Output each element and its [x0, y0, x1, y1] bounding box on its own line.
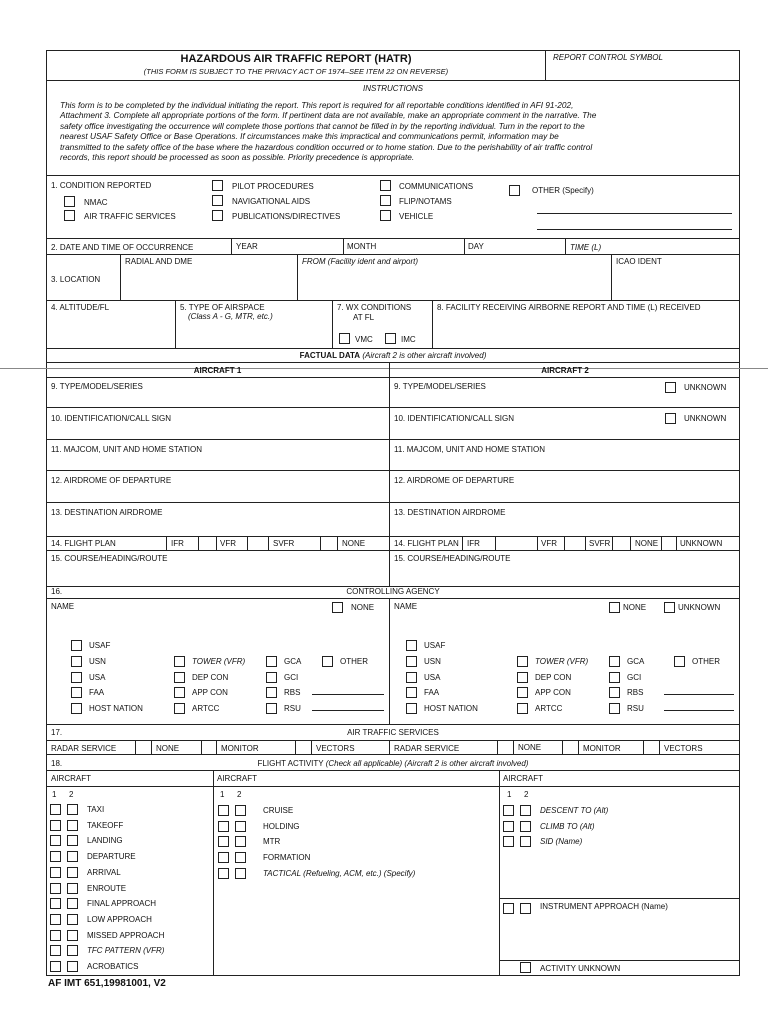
vehicle-label: VEHICLE — [399, 212, 434, 221]
missed-approach-ac2-checkbox[interactable] — [67, 930, 78, 941]
ac2-agency-none-checkbox[interactable] — [609, 602, 620, 613]
ac1-majcom-label: 11. MAJCOM, UNIT AND HOME STATION — [51, 445, 202, 454]
location-label: 3. LOCATION — [51, 275, 101, 284]
holding-ac2-checkbox[interactable] — [235, 821, 246, 832]
final-approach-ac2-checkbox[interactable] — [67, 898, 78, 909]
ac1-host-nation-label: HOST NATION — [89, 704, 143, 713]
cruise-ac1-checkbox[interactable] — [218, 805, 229, 816]
imc-checkbox[interactable] — [385, 333, 396, 344]
communications-label: COMMUNICATIONS — [399, 182, 474, 191]
vmc-label: VMC — [355, 335, 373, 344]
col2-ac1-num: 1 — [220, 790, 225, 799]
taxi-ac1-checkbox[interactable] — [50, 804, 61, 815]
form-title: HAZARDOUS AIR TRAFFIC REPORT (HATR) — [180, 53, 412, 65]
ac1-dep-con-label: DEP CON — [192, 673, 229, 682]
ac1-vfr-label: VFR — [220, 539, 236, 548]
ac2-ifr-label: IFR — [467, 539, 480, 548]
cruise-ac2-checkbox[interactable] — [235, 805, 246, 816]
ac2-ident-label: 10. IDENTIFICATION/CALL SIGN — [394, 414, 515, 423]
ac2-artcc-checkbox[interactable] — [517, 703, 528, 714]
landing-ac2-checkbox[interactable] — [67, 835, 78, 846]
departure-ac1-checkbox[interactable] — [50, 851, 61, 862]
ac1-ats-none-label: NONE — [156, 744, 180, 753]
ac2-monitor-label: MONITOR — [583, 744, 621, 753]
ac2-agency-unknown-label: UNKNOWN — [678, 603, 721, 612]
ac1-usaf-label: USAF — [89, 641, 111, 650]
col1-aircraft-header: AIRCRAFT — [51, 774, 91, 783]
ats-checkbox[interactable] — [64, 210, 75, 221]
ac2-artcc-label: ARTCC — [535, 704, 563, 713]
ac1-tower-checkbox[interactable] — [174, 656, 185, 667]
other-specify-label: OTHER (Specify) — [532, 186, 594, 195]
ac1-faa-checkbox[interactable] — [71, 687, 82, 698]
activity-unknown-checkbox[interactable] — [520, 962, 531, 973]
mtr-ac2-checkbox[interactable] — [235, 836, 246, 847]
ac2-agency-unknown-checkbox[interactable] — [664, 602, 675, 613]
mtr-label: MTR — [263, 837, 281, 847]
instructions-text: This form is to be completed by the individual initiating the report. This report is required for all reportable conditions identified in AFI 91-202, Attachment 3. Complete all appropriate portions of the form. If pertinent data are not available, make an appropriate comment in the narrative. The safety office investigating the occurrence will complete those portions that cannot be filled in by the reporting individual. Turn in the report to the nearest USAF Safety Office or Base Operations. If circumstances make this impractical and communications permit, information may be transmitted to the safety office of the base where the hazardous condition occurred or to home station. Due to the perishability of air traffic control records, this report should be processed as soon as possible. Priority precedence is appropriate. — [60, 100, 597, 163]
low-approach-ac2-checkbox[interactable] — [67, 914, 78, 925]
publications-label: PUBLICATIONS/DIRECTIVES — [232, 212, 341, 221]
ac2-app-con-label: APP CON — [535, 688, 571, 697]
ac1-tower-label: TOWER (VFR) — [192, 657, 246, 666]
sid-label: SID (Name) — [540, 837, 583, 847]
flip-notams-label: FLIP/NOTAMS — [399, 197, 452, 206]
sid-ac2-checkbox[interactable] — [520, 836, 531, 847]
ac2-gca-label: GCA — [627, 657, 645, 666]
col2-ac2-num: 2 — [237, 790, 242, 799]
ac2-faa-label: FAA — [424, 688, 440, 697]
landing-ac1-checkbox[interactable] — [50, 835, 61, 846]
condition-reported-label: 1. CONDITION REPORTED — [51, 181, 152, 190]
ac1-usa-checkbox[interactable] — [71, 672, 82, 683]
ac2-app-con-checkbox[interactable] — [517, 687, 528, 698]
descent-to-ac1-checkbox[interactable] — [503, 805, 514, 816]
ac2-gca-checkbox[interactable] — [609, 656, 620, 667]
communications-checkbox[interactable] — [380, 180, 391, 191]
tfc-pattern-ac1-checkbox[interactable] — [50, 945, 61, 956]
ac2-rbs-checkbox[interactable] — [609, 687, 620, 698]
month-label: MONTH — [347, 242, 377, 251]
ac1-agency-none-label: NONE — [351, 603, 375, 612]
ac2-ident-unknown-checkbox[interactable] — [665, 413, 676, 424]
taxi-ac2-checkbox[interactable] — [67, 804, 78, 815]
ac2-other-checkbox[interactable] — [674, 656, 685, 667]
facility-receiving-label: 8. FACILITY RECEIVING AIRBORNE REPORT AND TIME (L) RECEIVED — [437, 303, 701, 312]
holding-label: HOLDING — [263, 821, 300, 831]
other-line-2[interactable] — [537, 229, 732, 230]
ac2-vfr-label: VFR — [541, 539, 557, 548]
flip-notams-checkbox[interactable] — [380, 195, 391, 206]
acrobatics-ac2-checkbox[interactable] — [67, 961, 78, 972]
ac2-usa-label: USA — [424, 673, 441, 682]
ac1-artcc-label: ARTCC — [192, 704, 220, 713]
climb-to-ac1-checkbox[interactable] — [503, 821, 514, 832]
ac2-agency-name-label: NAME — [394, 602, 418, 611]
aircraft-2-header: AIRCRAFT 2 — [541, 366, 589, 375]
climb-to-label: CLIMB TO (Alt) — [540, 821, 595, 831]
pilot-procedures-checkbox[interactable] — [212, 180, 223, 191]
low-approach-ac1-checkbox[interactable] — [50, 914, 61, 925]
imc-label: IMC — [401, 335, 416, 344]
ac2-other-label: OTHER — [692, 657, 720, 666]
col2-aircraft-header: AIRCRAFT — [217, 774, 257, 783]
tactical-label: TACTICAL (Refueling, ACM, etc.) (Specify) — [263, 868, 416, 878]
ac2-rbs-label: RBS — [627, 688, 644, 697]
ac2-dep-con-checkbox[interactable] — [517, 672, 528, 683]
ats-title: AIR TRAFFIC SERVICES — [347, 728, 439, 737]
ac1-artcc-checkbox[interactable] — [174, 703, 185, 714]
ac2-radar-service-label: RADAR SERVICE — [394, 744, 460, 753]
ac1-agency-none-checkbox[interactable] — [332, 602, 343, 613]
ac2-host-nation-checkbox[interactable] — [406, 703, 417, 714]
col3-ac1-num: 1 — [507, 790, 512, 799]
ac1-none-label: NONE — [342, 539, 366, 548]
missed-approach-label: MISSED APPROACH — [87, 930, 165, 940]
col1-ac2-num: 2 — [69, 790, 74, 799]
controlling-agency-num: 16. — [51, 587, 63, 596]
publications-checkbox[interactable] — [212, 210, 223, 221]
climb-to-ac2-checkbox[interactable] — [520, 821, 531, 832]
ac2-usn-checkbox[interactable] — [406, 656, 417, 667]
ac1-gci-checkbox[interactable] — [266, 672, 277, 683]
mtr-ac1-checkbox[interactable] — [218, 836, 229, 847]
ac1-destination-label: 13. DESTINATION AIRDROME — [51, 508, 163, 517]
ac1-rbs-checkbox[interactable] — [266, 687, 277, 698]
ac1-other-label: OTHER — [340, 657, 368, 666]
ac1-usn-label: USN — [89, 657, 106, 666]
col1-ac1-num: 1 — [52, 790, 57, 799]
ac2-none-label: NONE — [635, 539, 659, 548]
final-approach-label: FINAL APPROACH — [87, 899, 157, 909]
controlling-agency-title: CONTROLLING AGENCY — [346, 587, 440, 596]
departure-ac2-checkbox[interactable] — [67, 851, 78, 862]
ac2-destination-label: 13. DESTINATION AIRDROME — [394, 508, 506, 517]
holding-ac1-checkbox[interactable] — [218, 821, 229, 832]
ac1-other-checkbox[interactable] — [322, 656, 333, 667]
ac2-type-unknown-checkbox[interactable] — [665, 382, 676, 393]
wx-conditions-label: 7. WX CONDITIONS — [337, 303, 412, 312]
ac2-faa-checkbox[interactable] — [406, 687, 417, 698]
activity-unknown-label: ACTIVITY UNKNOWN — [540, 964, 621, 973]
acrobatics-label: ACROBATICS — [87, 962, 139, 971]
ac1-app-con-checkbox[interactable] — [174, 687, 185, 698]
airspace-label: 5. TYPE OF AIRSPACE — [180, 303, 265, 312]
descent-to-ac2-checkbox[interactable] — [520, 805, 531, 816]
takeoff-ac1-checkbox[interactable] — [50, 820, 61, 831]
at-fl-label: AT FL — [353, 313, 375, 322]
ac1-app-con-label: APP CON — [192, 688, 228, 697]
missed-approach-ac1-checkbox[interactable] — [50, 930, 61, 941]
ac2-rsu-label: RSU — [627, 704, 644, 713]
enroute-ac2-checkbox[interactable] — [67, 883, 78, 894]
ats-label: AIR TRAFFIC SERVICES — [84, 212, 176, 221]
ac1-usn-checkbox[interactable] — [71, 656, 82, 667]
icao-ident-label: ICAO IDENT — [616, 257, 662, 266]
vmc-checkbox[interactable] — [339, 333, 350, 344]
ac1-gci-label: GCI — [284, 673, 299, 682]
ac2-unknown-label: UNKNOWN — [680, 539, 723, 548]
ac1-rbs-label: RBS — [284, 688, 301, 697]
tfc-pattern-ac2-checkbox[interactable] — [67, 945, 78, 956]
other-checkbox[interactable] — [509, 185, 520, 196]
acrobatics-ac1-checkbox[interactable] — [50, 961, 61, 972]
ac2-usaf-checkbox[interactable] — [406, 640, 417, 651]
vehicle-checkbox[interactable] — [380, 210, 391, 221]
formation-ac2-checkbox[interactable] — [235, 852, 246, 863]
ac2-ats-none-label: NONE — [518, 743, 542, 752]
ac2-type-unknown-label: UNKNOWN — [684, 383, 727, 392]
ac2-dep-con-label: DEP CON — [535, 673, 572, 682]
landing-label: LANDING — [87, 836, 123, 846]
ac2-usa-checkbox[interactable] — [406, 672, 417, 683]
formation-label: FORMATION — [263, 853, 311, 863]
from-facility-label: FROM (Facility ident and airport) — [302, 257, 419, 266]
instructions-title: INSTRUCTIONS — [363, 84, 423, 93]
takeoff-label: TAKEOFF — [87, 820, 124, 830]
ac2-rsu-checkbox[interactable] — [609, 703, 620, 714]
nmac-label: NMAC — [84, 198, 108, 207]
departure-label: DEPARTURE — [87, 852, 136, 862]
arrival-label: ARRIVAL — [87, 867, 121, 877]
date-time-label: 2. DATE AND TIME OF OCCURRENCE — [51, 243, 194, 252]
airspace-sub-label: (Class A - G, MTR, etc.) — [188, 312, 273, 321]
ac1-departure-label: 12. AIRDROME OF DEPARTURE — [51, 476, 172, 485]
tactical-ac2-checkbox[interactable] — [235, 868, 246, 879]
ac2-usaf-label: USAF — [424, 641, 446, 650]
ac1-gca-label: GCA — [284, 657, 302, 666]
ac2-flight-plan-label: 14. FLIGHT PLAN — [394, 539, 459, 548]
ac2-course-label: 15. COURSE/HEADING/ROUTE — [394, 554, 511, 563]
flight-activity-title: FLIGHT ACTIVITY (Check all applicable) (Aircraft 2 is other aircraft involved) — [257, 759, 529, 768]
low-approach-label: LOW APPROACH — [87, 914, 152, 924]
instrument-approach-ac1-checkbox[interactable] — [503, 903, 514, 914]
year-label: YEAR — [236, 242, 258, 251]
ac1-faa-label: FAA — [89, 688, 105, 697]
ac2-ident-unknown-label: UNKNOWN — [684, 414, 727, 423]
instrument-approach-label: INSTRUMENT APPROACH (Name) — [540, 902, 668, 911]
arrival-ac2-checkbox[interactable] — [67, 867, 78, 878]
time-label: TIME (L) — [570, 243, 602, 252]
ac2-svfr-label: SVFR — [589, 539, 611, 548]
day-label: DAY — [468, 242, 484, 251]
ac1-svfr-label: SVFR — [273, 539, 295, 548]
ats-num: 17. — [51, 728, 63, 737]
sid-ac1-checkbox[interactable] — [503, 836, 514, 847]
factual-data-header: FACTUAL DATA (Aircraft 2 is other aircraft involved) — [299, 351, 487, 360]
ac1-agency-name-label: NAME — [51, 602, 75, 611]
tactical-ac1-checkbox[interactable] — [218, 868, 229, 879]
form-id: AF IMT 651,19981001, V2 — [48, 978, 166, 989]
ac1-usa-label: USA — [89, 673, 106, 682]
ac1-rsu-checkbox[interactable] — [266, 703, 277, 714]
cruise-label: CRUISE — [263, 806, 294, 815]
ac1-ident-label: 10. IDENTIFICATION/CALL SIGN — [51, 414, 172, 423]
takeoff-ac2-checkbox[interactable] — [67, 820, 78, 831]
instrument-approach-ac2-checkbox[interactable] — [520, 903, 531, 914]
ac2-vectors-label: VECTORS — [664, 744, 703, 753]
ac1-dep-con-checkbox[interactable] — [174, 672, 185, 683]
ac1-radar-service-label: RADAR SERVICE — [51, 744, 117, 753]
formation-ac1-checkbox[interactable] — [218, 852, 229, 863]
ac2-gci-checkbox[interactable] — [609, 672, 620, 683]
ac2-gci-label: GCI — [627, 673, 642, 682]
enroute-label: ENROUTE — [87, 883, 127, 893]
radial-dme-label: RADIAL AND DME — [125, 257, 193, 266]
ac1-host-nation-checkbox[interactable] — [71, 703, 82, 714]
ac2-departure-label: 12. AIRDROME OF DEPARTURE — [394, 476, 515, 485]
ac2-host-nation-label: HOST NATION — [424, 704, 478, 713]
enroute-ac1-checkbox[interactable] — [50, 883, 61, 894]
arrival-ac1-checkbox[interactable] — [50, 867, 61, 878]
ac1-rsu-label: RSU — [284, 704, 301, 713]
ac1-flight-plan-label: 14. FLIGHT PLAN — [51, 539, 116, 548]
navaids-label: NAVIGATIONAL AIDS — [232, 197, 311, 206]
flight-activity-num: 18. — [51, 759, 63, 768]
ac1-gca-checkbox[interactable] — [266, 656, 277, 667]
ac1-course-label: 15. COURSE/HEADING/ROUTE — [51, 554, 168, 563]
report-control-symbol: REPORT CONTROL SYMBOL — [553, 53, 663, 62]
ac2-tower-label: TOWER (VFR) — [535, 657, 589, 666]
navaids-checkbox[interactable] — [212, 195, 223, 206]
pilot-procedures-label: PILOT PROCEDURES — [232, 182, 314, 191]
altitude-label: 4. ALTITUDE/FL — [51, 303, 110, 312]
ac2-majcom-label: 11. MAJCOM, UNIT AND HOME STATION — [394, 445, 545, 454]
tfc-pattern-label: TFC PATTERN (VFR) — [87, 946, 165, 956]
ac1-vectors-label: VECTORS — [316, 744, 355, 753]
taxi-label: TAXI — [87, 805, 105, 814]
nmac-checkbox[interactable] — [64, 196, 75, 207]
ac1-type-label: 9. TYPE/MODEL/SERIES — [51, 382, 143, 391]
ac1-ifr-label: IFR — [171, 539, 184, 548]
col3-ac2-num: 2 — [524, 790, 529, 799]
privacy-notice: (THIS FORM IS SUBJECT TO THE PRIVACY ACT OF 1974–SEE ITEM 22 ON REVERSE) — [143, 67, 449, 76]
aircraft-1-header: AIRCRAFT 1 — [193, 366, 242, 375]
ac1-monitor-label: MONITOR — [221, 744, 259, 753]
ac2-type-label: 9. TYPE/MODEL/SERIES — [394, 382, 486, 391]
ac2-usn-label: USN — [424, 657, 441, 666]
ac1-usaf-checkbox[interactable] — [71, 640, 82, 651]
final-approach-ac1-checkbox[interactable] — [50, 898, 61, 909]
ac2-agency-none-label: NONE — [623, 603, 647, 612]
ac2-tower-checkbox[interactable] — [517, 656, 528, 667]
descent-to-label: DESCENT TO (Alt) — [540, 806, 609, 815]
col3-aircraft-header: AIRCRAFT — [503, 774, 543, 783]
other-line-1[interactable] — [537, 213, 732, 214]
